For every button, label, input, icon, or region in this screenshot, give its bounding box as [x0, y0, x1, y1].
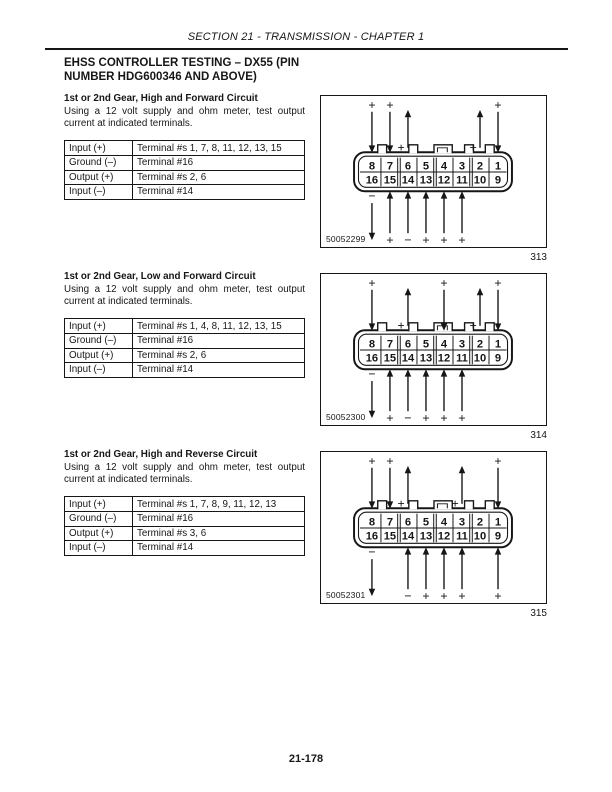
svg-text:5: 5 — [422, 160, 430, 173]
svg-text:16: 16 — [365, 352, 379, 365]
svg-text:15: 15 — [383, 174, 397, 187]
spec-value: Terminal #16 — [133, 156, 305, 171]
table-row — [65, 170, 305, 185]
svg-text:+: + — [451, 496, 459, 511]
section-body: Using a 12 volt supply and ohm meter, test output current at indicated terminals. — [64, 462, 305, 485]
svg-text:−: − — [368, 545, 376, 560]
connector-diagram — [321, 274, 546, 425]
table-row — [65, 497, 305, 512]
table-row — [65, 156, 305, 171]
svg-text:+: + — [422, 233, 430, 247]
spec-label: Output (+) — [65, 348, 133, 363]
svg-text:+: + — [397, 140, 405, 155]
figure-connector-high-forward — [320, 95, 547, 248]
svg-text:11: 11 — [456, 174, 468, 187]
spec-label: Input (+) — [65, 319, 133, 334]
svg-text:−: − — [368, 367, 376, 382]
svg-text:+: + — [386, 411, 394, 425]
table-row — [65, 348, 305, 363]
spec-value: Terminal #14 — [133, 363, 305, 378]
svg-text:+: + — [397, 496, 405, 511]
spec-label: Ground (–) — [65, 334, 133, 349]
svg-text:+: + — [458, 233, 466, 247]
svg-text:+: + — [458, 589, 466, 603]
svg-text:11: 11 — [456, 352, 468, 365]
svg-text:+: + — [422, 411, 430, 425]
svg-text:14: 14 — [401, 530, 415, 543]
spec-value: Terminal #16 — [133, 334, 305, 349]
svg-text:8: 8 — [368, 516, 376, 529]
svg-text:16: 16 — [365, 174, 379, 187]
svg-text:5: 5 — [422, 338, 430, 351]
running-header: SECTION 21 - TRANSMISSION - CHAPTER 1 — [187, 31, 425, 43]
svg-text:−: − — [404, 589, 412, 603]
header-rule — [45, 48, 568, 50]
spec-value: Terminal #s 2, 6 — [133, 348, 305, 363]
spec-label: Input (–) — [65, 541, 133, 556]
svg-text:+: + — [469, 318, 477, 333]
table-row — [65, 363, 305, 378]
spec-value: Terminal #s 3, 6 — [133, 526, 305, 541]
svg-text:+: + — [440, 589, 448, 603]
spec-label: Input (+) — [65, 141, 133, 156]
section-heading: 1st or 2nd Gear, High and Forward Circuit — [64, 93, 258, 104]
connector-diagram — [321, 452, 546, 603]
svg-text:4: 4 — [440, 160, 448, 173]
spec-value: Terminal #14 — [133, 541, 305, 556]
svg-text:7: 7 — [386, 160, 394, 173]
svg-text:+: + — [368, 97, 376, 112]
svg-text:15: 15 — [383, 530, 397, 543]
spec-label: Input (–) — [65, 363, 133, 378]
spec-value: Terminal #14 — [133, 185, 305, 200]
svg-text:2: 2 — [476, 338, 484, 351]
svg-text:11: 11 — [456, 530, 468, 543]
svg-text:13: 13 — [419, 174, 433, 187]
svg-text:5: 5 — [422, 516, 430, 529]
table-row — [65, 185, 305, 200]
svg-text:3: 3 — [458, 516, 466, 529]
table-row — [65, 334, 305, 349]
svg-text:+: + — [440, 233, 448, 247]
svg-text:+: + — [386, 453, 394, 468]
svg-text:1: 1 — [494, 338, 502, 351]
svg-text:6: 6 — [404, 516, 412, 529]
svg-text:9: 9 — [494, 174, 502, 187]
svg-text:2: 2 — [476, 160, 484, 173]
table-row — [65, 319, 305, 334]
svg-text:12: 12 — [437, 530, 451, 543]
terminal-table — [64, 496, 305, 555]
svg-text:7: 7 — [386, 516, 394, 529]
spec-label: Output (+) — [65, 170, 133, 185]
svg-text:9: 9 — [494, 352, 502, 365]
terminal-table — [64, 318, 305, 377]
terminal-table — [64, 140, 305, 199]
section-low-forward — [64, 271, 305, 378]
spec-value: Terminal #s 1, 4, 8, 11, 12, 13, 15 — [133, 319, 305, 334]
svg-text:3: 3 — [458, 160, 466, 173]
svg-text:+: + — [422, 589, 430, 603]
svg-text:8: 8 — [368, 338, 376, 351]
svg-text:4: 4 — [440, 516, 448, 529]
svg-text:7: 7 — [386, 338, 394, 351]
table-row — [65, 512, 305, 527]
svg-text:+: + — [386, 233, 394, 247]
svg-text:12: 12 — [437, 174, 451, 187]
svg-text:+: + — [458, 411, 466, 425]
svg-text:14: 14 — [401, 352, 415, 365]
figure-code: 50052300 — [326, 412, 366, 422]
section-heading: 1st or 2nd Gear, High and Reverse Circuit — [64, 449, 258, 460]
svg-text:10: 10 — [473, 174, 487, 187]
svg-text:6: 6 — [404, 338, 412, 351]
svg-text:+: + — [440, 275, 448, 290]
svg-text:3: 3 — [458, 338, 466, 351]
figure-connector-high-reverse — [320, 451, 547, 604]
spec-label: Output (+) — [65, 526, 133, 541]
spec-label: Ground (–) — [65, 512, 133, 527]
svg-text:+: + — [494, 589, 502, 603]
figure-number: 313 — [530, 252, 547, 263]
svg-text:6: 6 — [404, 160, 412, 173]
svg-text:10: 10 — [473, 352, 487, 365]
figure-code: 50052299 — [326, 234, 366, 244]
svg-text:+: + — [386, 97, 394, 112]
svg-text:+: + — [494, 97, 502, 112]
svg-text:12: 12 — [437, 352, 451, 365]
svg-text:−: − — [368, 189, 376, 204]
svg-text:+: + — [368, 275, 376, 290]
svg-text:13: 13 — [419, 530, 433, 543]
section-body: Using a 12 volt supply and ohm meter, test output current at indicated terminals. — [64, 106, 305, 129]
page-title: EHSS CONTROLLER TESTING – DX55 (PIN NUMBER HDG600346 AND ABOVE) — [64, 57, 300, 83]
svg-text:−: − — [404, 411, 412, 425]
svg-text:8: 8 — [368, 160, 376, 173]
figure-code: 50052301 — [326, 590, 366, 600]
spec-label: Input (+) — [65, 497, 133, 512]
section-heading: 1st or 2nd Gear, Low and Forward Circuit — [64, 271, 256, 282]
svg-text:14: 14 — [401, 174, 415, 187]
section-body: Using a 12 volt supply and ohm meter, test output current at indicated terminals. — [64, 284, 305, 307]
table-row — [65, 526, 305, 541]
svg-text:+: + — [368, 453, 376, 468]
svg-text:9: 9 — [494, 530, 502, 543]
spec-value: Terminal #s 1, 7, 8, 9, 11, 12, 13 — [133, 497, 305, 512]
svg-text:15: 15 — [383, 352, 397, 365]
spec-label: Input (–) — [65, 185, 133, 200]
svg-text:−: − — [404, 233, 412, 247]
figure-number: 315 — [530, 608, 547, 619]
svg-text:+: + — [469, 140, 477, 155]
svg-text:+: + — [440, 411, 448, 425]
spec-label: Ground (–) — [65, 156, 133, 171]
svg-text:+: + — [397, 318, 405, 333]
svg-text:4: 4 — [440, 338, 448, 351]
svg-text:+: + — [494, 453, 502, 468]
table-row — [65, 541, 305, 556]
table-row — [65, 141, 305, 156]
connector-diagram — [321, 96, 546, 247]
spec-value: Terminal #s 1, 7, 8, 11, 12, 13, 15 — [133, 141, 305, 156]
svg-text:13: 13 — [419, 352, 433, 365]
svg-text:1: 1 — [494, 516, 502, 529]
svg-text:10: 10 — [473, 530, 487, 543]
svg-text:16: 16 — [365, 530, 379, 543]
figure-connector-low-forward — [320, 273, 547, 426]
svg-text:+: + — [494, 275, 502, 290]
figure-number: 314 — [530, 430, 547, 441]
svg-text:1: 1 — [494, 160, 502, 173]
spec-value: Terminal #s 2, 6 — [133, 170, 305, 185]
spec-value: Terminal #16 — [133, 512, 305, 527]
section-high-reverse — [64, 449, 305, 556]
section-high-forward — [64, 93, 305, 200]
page-number: 21-178 — [288, 753, 324, 765]
svg-text:2: 2 — [476, 516, 484, 529]
